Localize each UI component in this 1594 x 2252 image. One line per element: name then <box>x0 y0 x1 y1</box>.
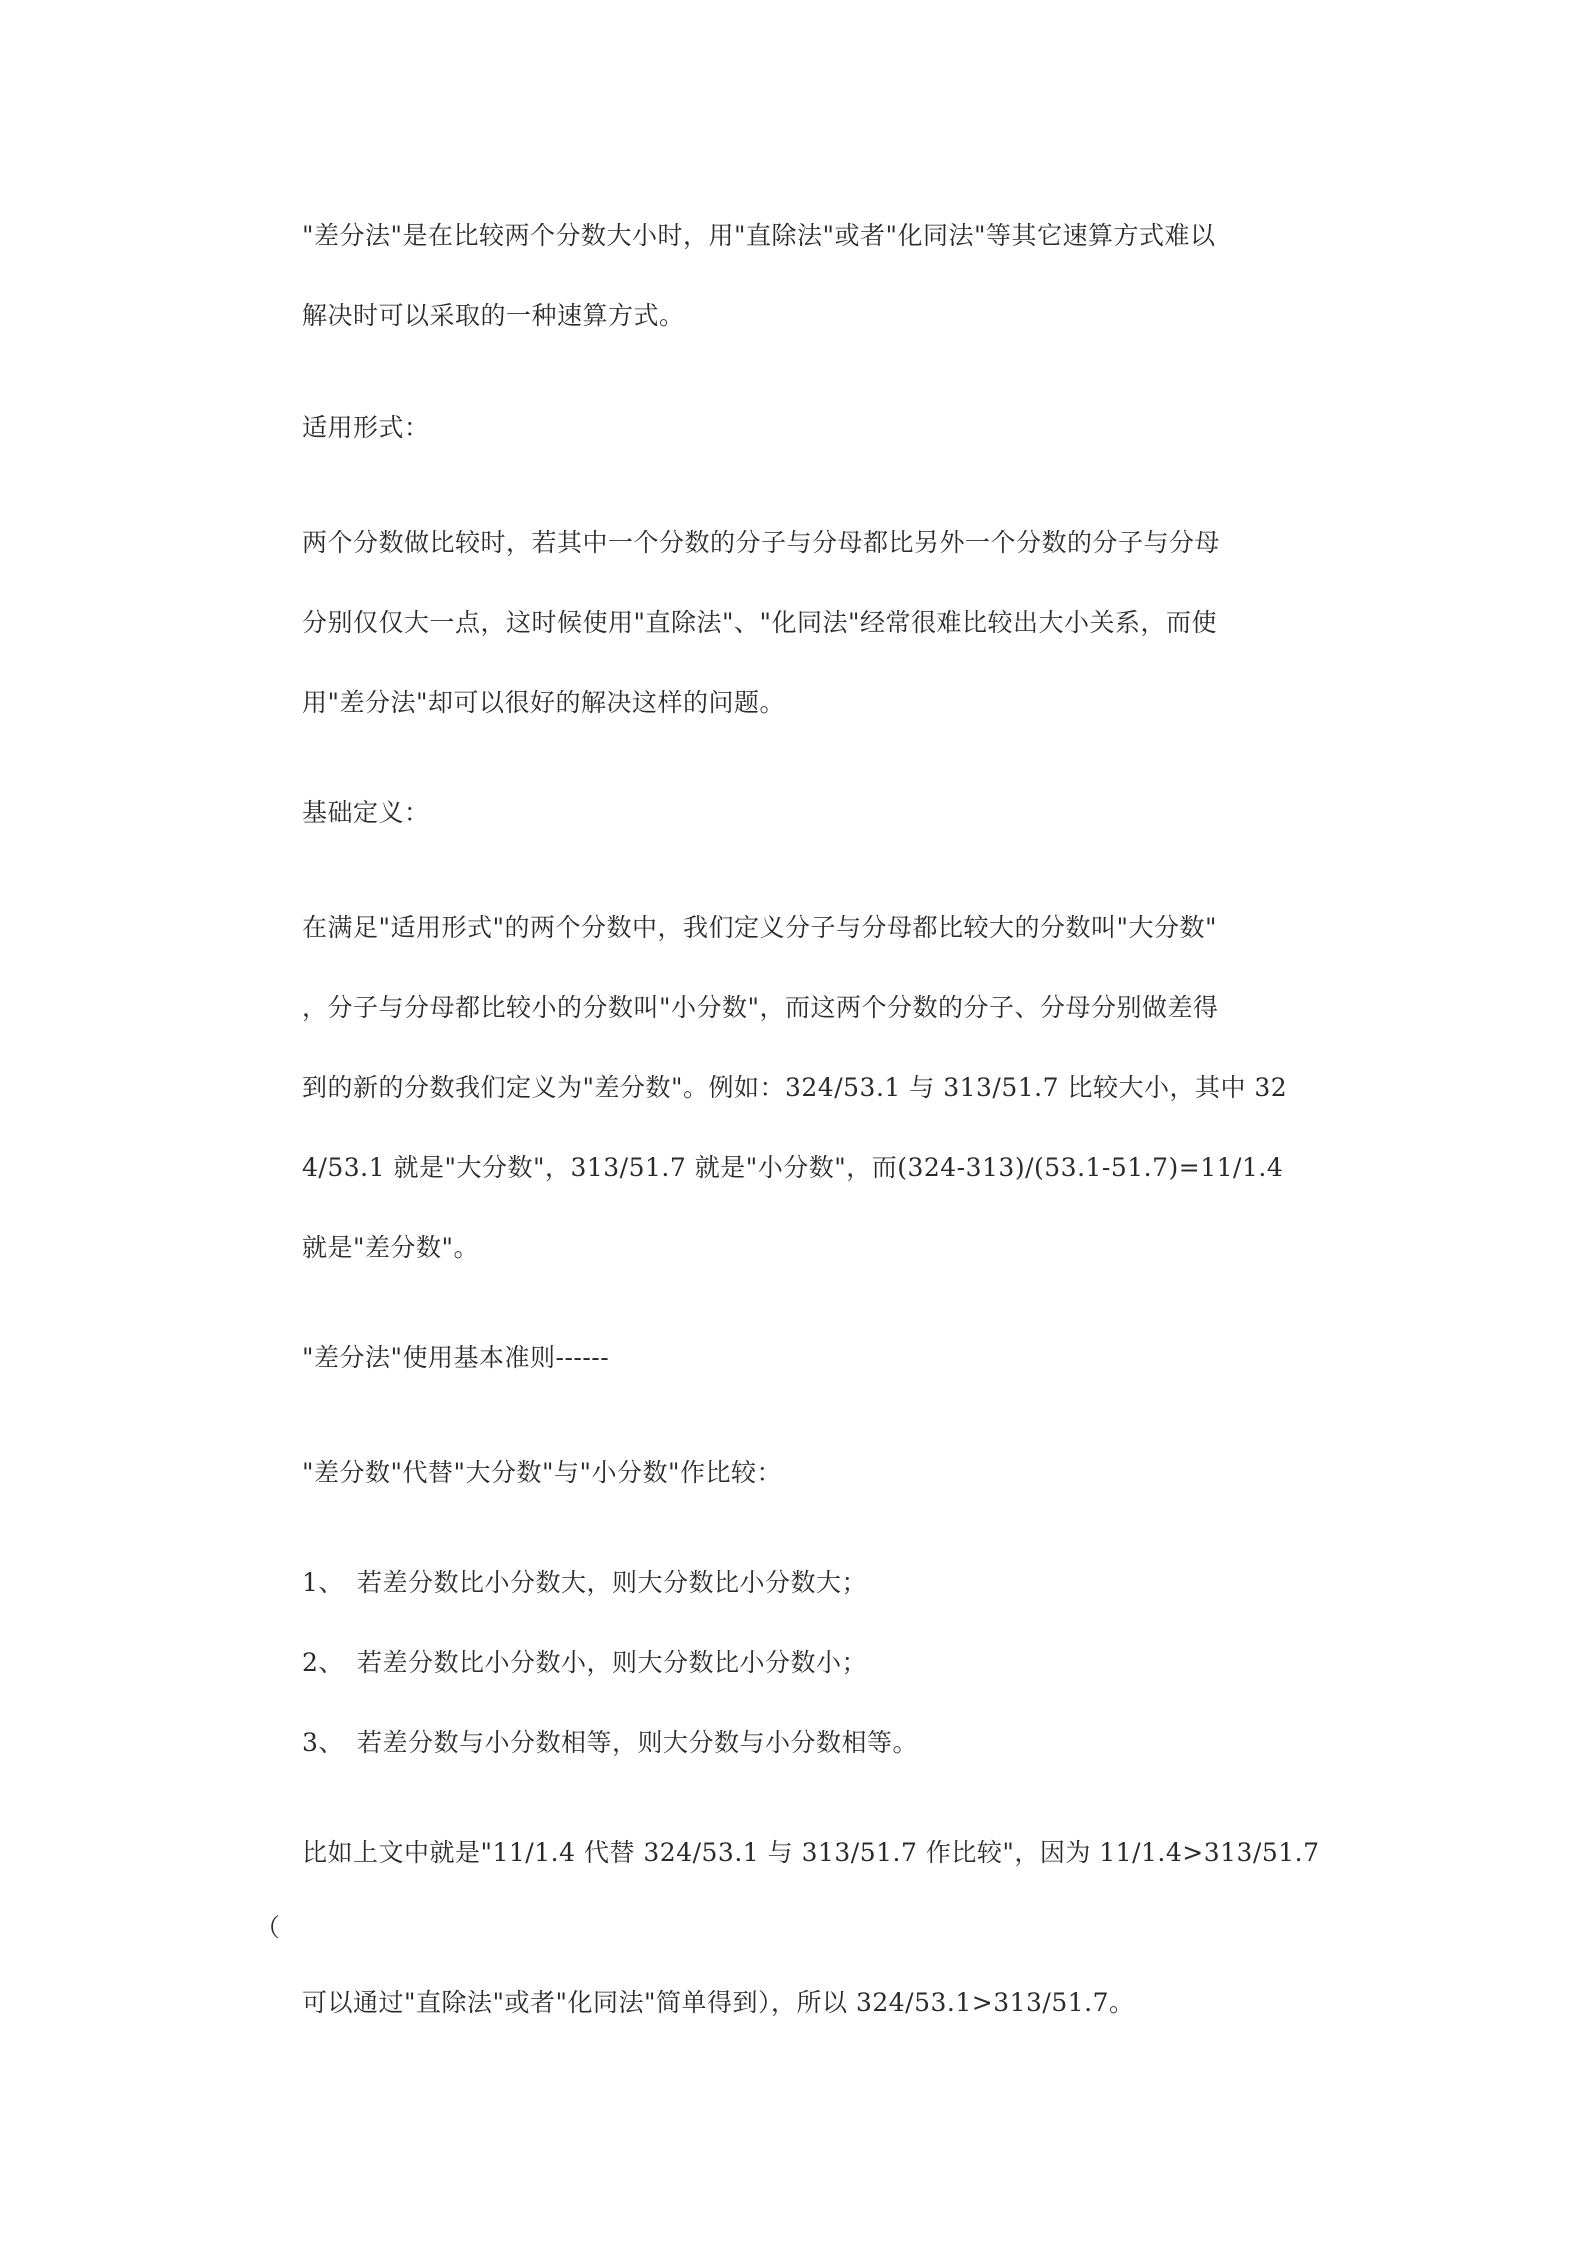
rule-text: 若差分数与小分数相等，则大分数与小分数相等。 <box>357 1728 919 1757</box>
rule-item <box>302 1565 867 1601</box>
example-line-2: 可以通过"直除法"或者"化同法"简单得到），所以 324/53.1>313/51.7。 <box>302 1988 1135 2017</box>
definition-line-4: 4/53.1 就是"大分数"，313/51.7 就是"小分数"，而(324-313)/(53.1-51.7)=11/1.4 <box>302 1153 1284 1182</box>
rule-number: 3、 <box>302 1728 344 1757</box>
intro-line-1: "差分法"是在比较两个分数大小时，用"直除法"或者"化同法"等其它速算方式难以 <box>302 221 1216 250</box>
rule-item <box>302 1645 867 1681</box>
example-paren: （ <box>255 1913 281 1942</box>
intro-line-2: 解决时可以采取的一种速算方式。 <box>302 301 685 330</box>
form-heading: 适用形式： <box>302 413 430 442</box>
definition-heading: 基础定义： <box>302 798 430 827</box>
definition-line-2: ，分子与分母都比较小的分数叫"小分数"，而这两个分数的分子、分母分别做差得 <box>302 993 1219 1022</box>
rule-text: 若差分数比小分数小，则大分数比小分数小； <box>357 1648 868 1677</box>
definition-line-3: 到的新的分数我们定义为"差分数"。例如：324/53.1 与 313/51.7 比较大小，其中 32 <box>302 1073 1288 1102</box>
definition-line-5: 就是"差分数"。 <box>302 1233 479 1262</box>
form-body-line-3: 用"差分法"却可以很好的解决这样的问题。 <box>302 688 785 717</box>
rule-item <box>302 1725 918 1761</box>
rule-number: 1、 <box>302 1568 344 1597</box>
form-body-line-2: 分别仅仅大一点，这时候使用"直除法"、"化同法"经常很难比较出大小关系，而使 <box>302 608 1217 637</box>
rule-intro: "差分数"代替"大分数"与"小分数"作比较： <box>302 1458 782 1487</box>
rule-text: 若差分数比小分数大，则大分数比小分数大； <box>357 1568 868 1597</box>
definition-line-1: 在满足"适用形式"的两个分数中，我们定义分子与分母都比较大的分数叫"大分数" <box>302 913 1217 942</box>
rule-heading: "差分法"使用基本准则------ <box>302 1343 610 1372</box>
example-line-1: 比如上文中就是"11/1.4 代替 324/53.1 与 313/51.7 作比较"，因为 11/1.4>313/51.7 <box>302 1838 1320 1867</box>
rule-number: 2、 <box>302 1648 344 1677</box>
form-body-line-1: 两个分数做比较时，若其中一个分数的分子与分母都比另外一个分数的分子与分母 <box>302 528 1221 557</box>
